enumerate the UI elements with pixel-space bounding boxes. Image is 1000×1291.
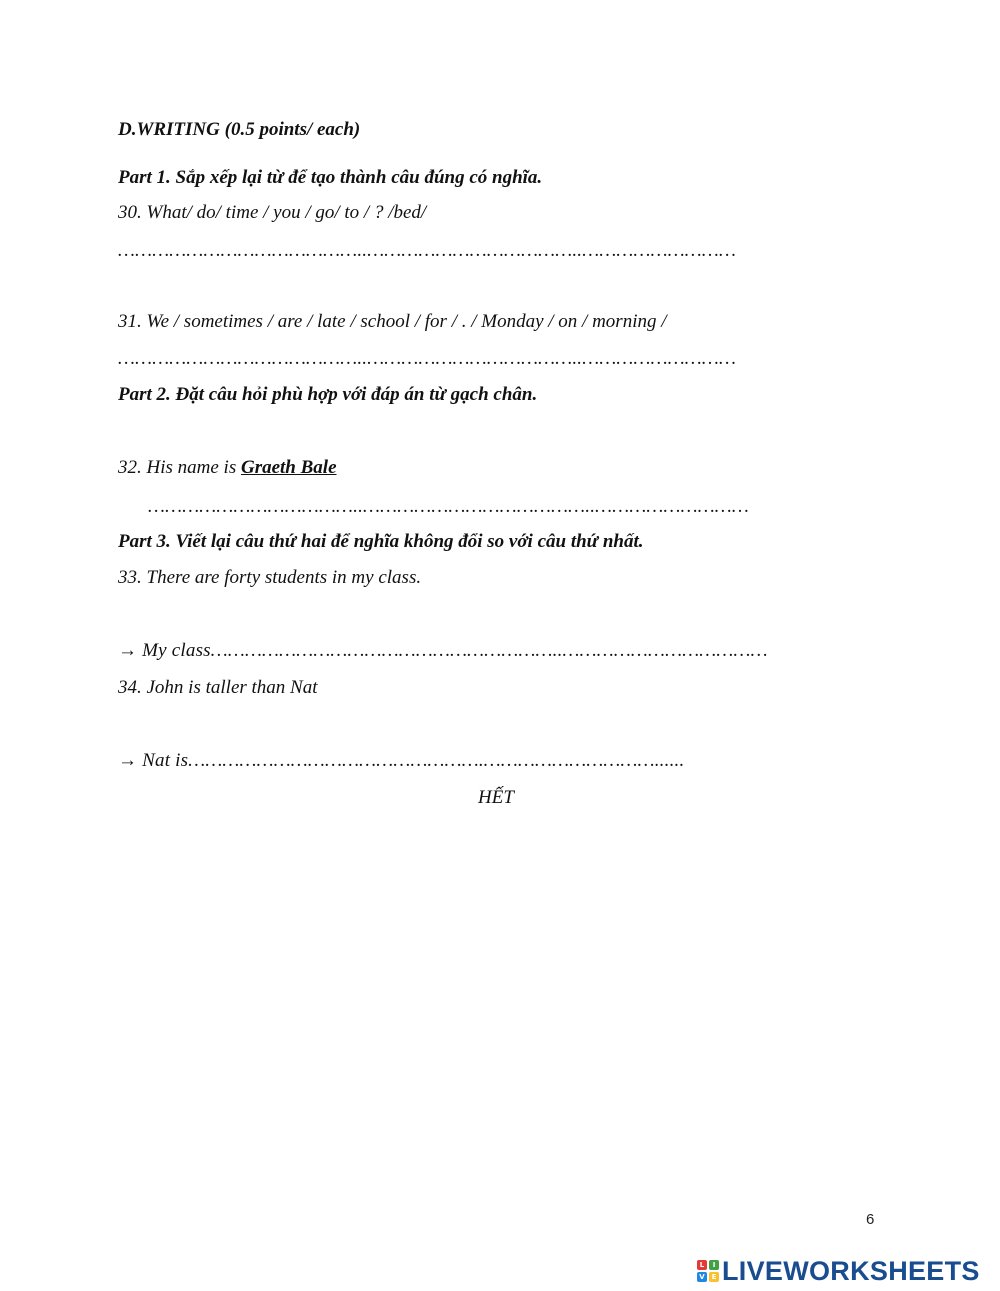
logo-tile-l: L <box>697 1260 707 1270</box>
end-text: HẾT <box>478 787 514 808</box>
logo-tile-e: E <box>709 1272 719 1282</box>
answer-line-31[interactable]: ……………………………………..………………………………..……………………… <box>118 348 737 369</box>
liveworksheets-logo <box>697 1256 980 1286</box>
answer-line-33[interactable]: → My class……………………………………………………..……………………………… <box>118 640 768 661</box>
logo-tile-i: I <box>709 1260 719 1270</box>
underlined-answer: Graeth Bale <box>240 457 337 478</box>
part2-title: Part 2. Đặt câu hỏi phù hợp với đáp án từ gạch chân. <box>118 384 538 405</box>
question-33: 33. There are forty students in my class. <box>118 567 422 588</box>
question-32-prefix: 32. His name is <box>118 457 241 478</box>
question-31: 31. We / sometimes / are / late / school / for / . / Monday / on / morning / <box>118 311 667 332</box>
question-34: 34. John is taller than Nat <box>118 677 318 698</box>
answer-line-32[interactable]: ………………………………..…………………………………..……………………… <box>148 496 749 517</box>
part3-title: Part 3. Viết lại câu thứ hai để nghĩa không đổi so với câu thứ nhất. <box>118 531 644 552</box>
answer-line-30[interactable]: ……………………………………..………………………………..……………………… <box>118 240 737 261</box>
question-30: 30. What/ do/ time / you / go/ to / ? /bed/ <box>118 202 427 223</box>
part1-title: Part 1. Sắp xếp lại từ để tạo thành câu đúng có nghĩa. <box>118 167 543 188</box>
brand-name: LIVEWORKSHEETS <box>722 1255 980 1286</box>
page-number: 6 <box>866 1211 875 1228</box>
section-title: D.WRITING (0.5 points/ each) <box>118 119 361 140</box>
answer-line-34[interactable]: → Nat is…………………………………………….…………………………...... <box>118 750 685 771</box>
question-32 <box>118 456 337 480</box>
logo-tile-v: V <box>697 1272 707 1282</box>
liveworksheets-icon <box>697 1260 719 1282</box>
